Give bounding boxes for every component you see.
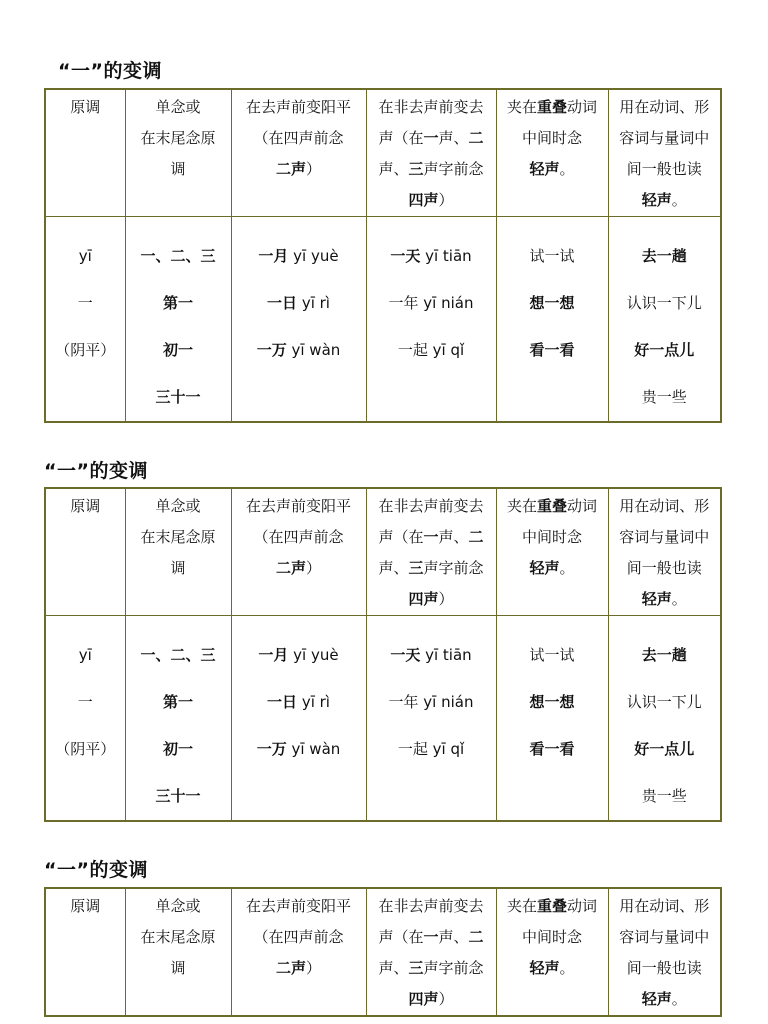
bold-text: 好一点儿 bbox=[634, 341, 695, 359]
text: 声字前念 bbox=[423, 959, 484, 977]
text: ） bbox=[306, 559, 322, 577]
text: 声、 bbox=[378, 160, 409, 178]
text: 一年 yī nián bbox=[388, 294, 474, 312]
text: 第一 bbox=[162, 693, 193, 711]
text: 在末尾念原 bbox=[140, 928, 216, 946]
text: 认识一下儿 bbox=[626, 693, 702, 711]
bold-text: 一日 bbox=[267, 294, 298, 312]
bold-text: 一 bbox=[423, 129, 439, 147]
text: yī tiān bbox=[420, 247, 472, 265]
bold-text: 一天 bbox=[390, 247, 421, 265]
cell-line bbox=[127, 953, 230, 984]
text: 在去声前变阳平 bbox=[245, 98, 351, 116]
section-title: “一”的变调 bbox=[44, 859, 148, 881]
text: 单念或 bbox=[155, 497, 201, 515]
text: 用在动词、形 bbox=[619, 497, 710, 515]
bold-text: 轻声 bbox=[641, 590, 672, 608]
text: 试一试 bbox=[529, 247, 575, 265]
bold-text: 二声 bbox=[275, 559, 306, 577]
text: 单念或 bbox=[155, 98, 201, 116]
text: （在四声前念 bbox=[253, 129, 344, 147]
text: yī wàn bbox=[286, 740, 341, 758]
text: 中间时念 bbox=[521, 928, 582, 946]
text: （在四声前念 bbox=[253, 928, 344, 946]
text: 动词 bbox=[567, 497, 598, 515]
bold-text: 一天 bbox=[390, 646, 421, 664]
bold-text: 三 bbox=[408, 959, 424, 977]
bold-text: 四声 bbox=[408, 590, 439, 608]
text: 。 bbox=[559, 559, 575, 577]
text: 声（在 bbox=[378, 928, 424, 946]
cell-line bbox=[610, 891, 720, 922]
text: ） bbox=[438, 990, 454, 1008]
bold-text: 一月 bbox=[258, 646, 289, 664]
bold-text: 重叠 bbox=[536, 897, 567, 915]
bold-text: 一日 bbox=[267, 693, 298, 711]
text: 。 bbox=[671, 191, 687, 209]
cell-line bbox=[368, 891, 495, 922]
text: 中间时念 bbox=[521, 129, 582, 147]
text: 在非去声前变去 bbox=[378, 98, 484, 116]
text: yī tiān bbox=[420, 646, 472, 664]
bold-text: 轻声 bbox=[641, 191, 672, 209]
text: 在末尾念原 bbox=[140, 528, 216, 546]
text: 一起 yī qǐ bbox=[397, 341, 465, 359]
bold-text: 去一趟 bbox=[641, 646, 687, 664]
section-title: “一”的变调 bbox=[58, 60, 162, 82]
text: yī bbox=[78, 646, 92, 664]
text: 认识一下儿 bbox=[626, 294, 702, 312]
bold-text: 一万 bbox=[256, 740, 287, 758]
text: （阴平） bbox=[55, 740, 116, 758]
bold-text: 轻声 bbox=[529, 559, 560, 577]
bold-text: 好一点儿 bbox=[634, 740, 695, 758]
header-cell bbox=[366, 888, 496, 1016]
text: 单念或 bbox=[155, 897, 201, 915]
text: 一 bbox=[77, 693, 93, 711]
header-cell bbox=[45, 888, 125, 1016]
text: 。 bbox=[671, 990, 687, 1008]
cell-line bbox=[610, 984, 720, 1015]
text: 声（在 bbox=[378, 528, 424, 546]
text: 第一 bbox=[162, 294, 193, 312]
text: 夹在 bbox=[506, 497, 537, 515]
text: 容词与量词中 bbox=[619, 528, 710, 546]
bold-text: 想一想 bbox=[529, 693, 575, 711]
bold-text: 二声 bbox=[275, 160, 306, 178]
bold-text: 重叠 bbox=[536, 98, 567, 116]
header-cell bbox=[496, 888, 608, 1016]
text: 中间时念 bbox=[521, 528, 582, 546]
text: 在去声前变阳平 bbox=[245, 497, 351, 515]
bold-text: 四声 bbox=[408, 191, 439, 209]
text: 。 bbox=[559, 160, 575, 178]
bold-text: 三 bbox=[408, 559, 424, 577]
header-row bbox=[45, 888, 721, 1016]
text: 一 bbox=[77, 294, 93, 312]
cell-line bbox=[610, 922, 720, 953]
text: 动词 bbox=[567, 897, 598, 915]
bold-text: 一 bbox=[423, 528, 439, 546]
text: ） bbox=[306, 959, 322, 977]
text: 声、 bbox=[378, 959, 409, 977]
text: yī yuè bbox=[288, 247, 339, 265]
cell-line bbox=[610, 953, 720, 984]
text: 初一 bbox=[162, 341, 193, 359]
text: ） bbox=[438, 590, 454, 608]
text: 动词 bbox=[567, 98, 598, 116]
text: 三十一 bbox=[155, 388, 201, 406]
text: 声、 bbox=[438, 928, 469, 946]
text: 声、 bbox=[438, 528, 469, 546]
text: 原调 bbox=[70, 497, 101, 515]
text: 。 bbox=[671, 590, 687, 608]
cell-line bbox=[233, 891, 365, 922]
cell-line bbox=[368, 953, 495, 984]
text: 原调 bbox=[70, 98, 101, 116]
bold-text: 二声 bbox=[275, 959, 306, 977]
text: 间一般也读 bbox=[626, 559, 702, 577]
text: 调 bbox=[170, 160, 186, 178]
bold-text: 二 bbox=[468, 528, 484, 546]
text: 调 bbox=[170, 559, 186, 577]
text: 容词与量词中 bbox=[619, 129, 710, 147]
text: 声字前念 bbox=[423, 160, 484, 178]
header-cell bbox=[608, 888, 721, 1016]
cell-line bbox=[47, 891, 124, 922]
text: 声字前念 bbox=[423, 559, 484, 577]
text: 声、 bbox=[438, 129, 469, 147]
tone-table bbox=[44, 887, 722, 1017]
text: 用在动词、形 bbox=[619, 98, 710, 116]
bold-text: 三 bbox=[408, 160, 424, 178]
section-title: “一”的变调 bbox=[44, 460, 148, 482]
bold-text: 看一看 bbox=[529, 341, 575, 359]
text: ） bbox=[306, 160, 322, 178]
text: 声、 bbox=[378, 559, 409, 577]
text: yī rì bbox=[297, 693, 330, 711]
text: 一、二、三 bbox=[140, 646, 216, 664]
bold-text: 轻声 bbox=[529, 959, 560, 977]
text: 在非去声前变去 bbox=[378, 897, 484, 915]
text: 间一般也读 bbox=[626, 959, 702, 977]
bold-text: 一 bbox=[423, 928, 439, 946]
text: 调 bbox=[170, 959, 186, 977]
bold-text: 二 bbox=[468, 928, 484, 946]
header-cell bbox=[125, 888, 231, 1016]
text: yī bbox=[78, 247, 92, 265]
text: yī rì bbox=[297, 294, 330, 312]
cell-line bbox=[498, 922, 607, 953]
bold-text: 二 bbox=[468, 129, 484, 147]
bold-text: 看一看 bbox=[529, 740, 575, 758]
text: 在非去声前变去 bbox=[378, 497, 484, 515]
text: 试一试 bbox=[529, 646, 575, 664]
text: 贵一些 bbox=[641, 388, 687, 406]
bold-text: 一万 bbox=[256, 341, 287, 359]
text: 间一般也读 bbox=[626, 160, 702, 178]
text: 一年 yī nián bbox=[388, 693, 474, 711]
cell-line bbox=[498, 891, 607, 922]
text: 声（在 bbox=[378, 129, 424, 147]
text: 夹在 bbox=[506, 98, 537, 116]
cell-line bbox=[233, 953, 365, 984]
cell-line bbox=[498, 953, 607, 984]
cell-line bbox=[127, 891, 230, 922]
text: 用在动词、形 bbox=[619, 897, 710, 915]
bold-text: 轻声 bbox=[641, 990, 672, 1008]
cell-line bbox=[233, 922, 365, 953]
text: （阴平） bbox=[55, 341, 116, 359]
bold-text: 想一想 bbox=[529, 294, 575, 312]
text: yī yuè bbox=[288, 646, 339, 664]
text: 原调 bbox=[70, 897, 101, 915]
cell-line bbox=[368, 922, 495, 953]
bold-text: 去一趟 bbox=[641, 247, 687, 265]
text: 。 bbox=[559, 959, 575, 977]
text: yī wàn bbox=[286, 341, 341, 359]
cell-line bbox=[368, 984, 495, 1015]
text: 容词与量词中 bbox=[619, 928, 710, 946]
text: ） bbox=[438, 191, 454, 209]
bold-text: 一月 bbox=[258, 247, 289, 265]
text: （在四声前念 bbox=[253, 528, 344, 546]
header-cell bbox=[231, 888, 366, 1016]
text: 一、二、三 bbox=[140, 247, 216, 265]
bold-text: 四声 bbox=[408, 990, 439, 1008]
text: 夹在 bbox=[506, 897, 537, 915]
bold-text: 重叠 bbox=[536, 497, 567, 515]
text: 在末尾念原 bbox=[140, 129, 216, 147]
text: 一起 yī qǐ bbox=[397, 740, 465, 758]
text: 三十一 bbox=[155, 787, 201, 805]
text: 贵一些 bbox=[641, 787, 687, 805]
text: 在去声前变阳平 bbox=[245, 897, 351, 915]
cell-line bbox=[127, 922, 230, 953]
text: 初一 bbox=[162, 740, 193, 758]
bold-text: 轻声 bbox=[529, 160, 560, 178]
